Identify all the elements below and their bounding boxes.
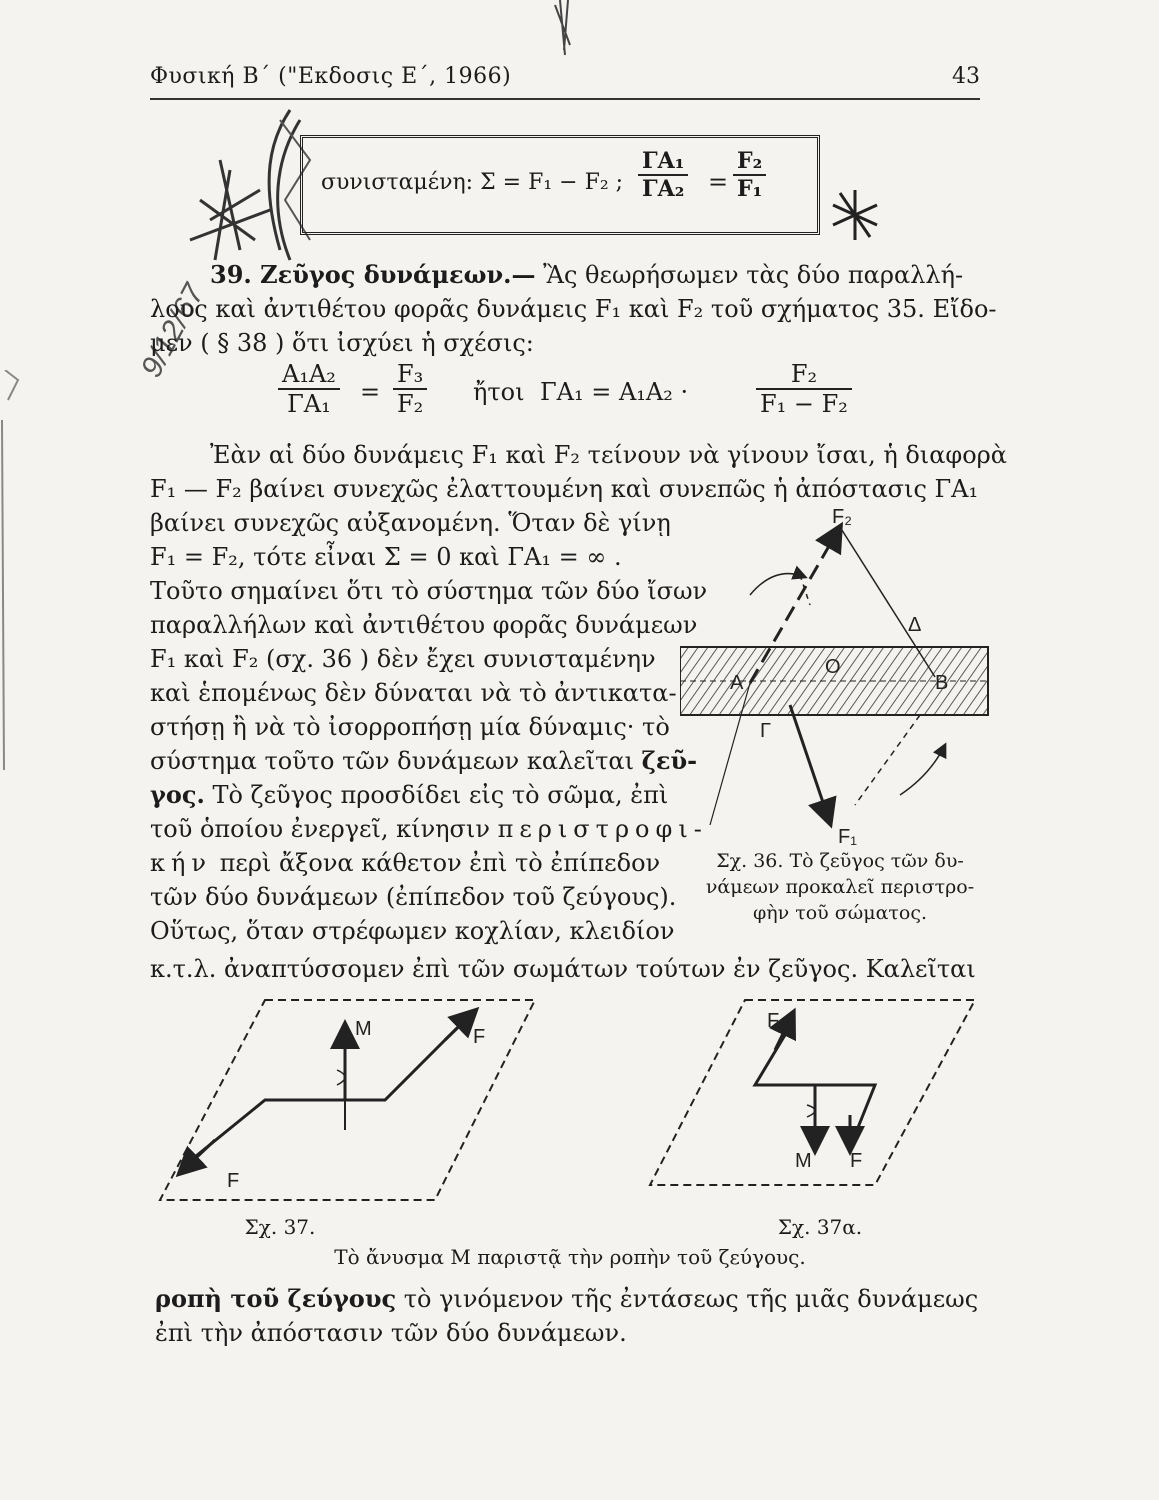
definition-line-2: ἐπὶ τὴν ἀπόστασιν τῶν δύο δυνάμεων. xyxy=(155,1319,627,1347)
label-o: O xyxy=(825,656,841,678)
figure-37a-caption: Σχ. 37α. xyxy=(777,1215,863,1239)
force-f-bottom xyxy=(180,1140,215,1173)
eq-itoi: ἤτοι xyxy=(473,378,525,406)
svg-text:9/12/67: 9/12/67 xyxy=(134,278,211,383)
fig36-caption-line-1: Σχ. 36. Τὸ ζεῦγος τῶν δυ- xyxy=(716,850,964,872)
label-a: A xyxy=(730,672,744,694)
label-m-a: M xyxy=(795,1150,812,1172)
result-formula-box xyxy=(300,135,820,235)
body-line-12 xyxy=(150,812,708,846)
definition-line-1 xyxy=(155,1282,978,1316)
dashed-direction-2 xyxy=(855,715,920,805)
body-line-10-text: σύστημα τοῦτο τῶν δυνάμεων καλεῖται xyxy=(150,747,634,775)
body-line-16: κ.τ.λ. ἀναπτύσσομεν ἐπὶ τῶν σωμάτων τούτων ἐν ζεῦγος. Καλεῖται xyxy=(150,955,976,983)
figure-37-caption: Σχ. 37. xyxy=(244,1215,316,1239)
term-peristrofi-part2: κήν xyxy=(150,849,212,877)
force-f1-arrow xyxy=(790,705,830,823)
figure-36 xyxy=(680,505,990,850)
result-label: συνισταμένη: Σ = F₁ − F₂ ; xyxy=(321,170,624,195)
label-b: B xyxy=(935,672,949,694)
eq-rhs-prefix: ΓΑ₁ = A₁A₂ · xyxy=(540,378,689,406)
body-line-13-text: περὶ ἄξονα κάθετον ἐπὶ τὸ ἐπίπεδον xyxy=(219,849,661,877)
eq-equals-1: = xyxy=(360,378,381,406)
term-zeugos-part1: ζεῦ- xyxy=(641,746,698,775)
body-line-13 xyxy=(150,846,660,880)
body-line-5: Τοῦτο σημαίνει ὅτι τὸ σύστημα τῶν δύο ἴσων xyxy=(150,577,708,605)
body-line-14: τῶν δύο δυνάμεων (ἐπίπεδον τοῦ ζεύγους). xyxy=(150,883,677,911)
label-f1: F₁ xyxy=(838,826,857,848)
page-header xyxy=(150,64,980,100)
force-f-top xyxy=(445,1011,475,1040)
ratio-forces: $\frac{\text{F₂}}{\text{F₁}}$ xyxy=(733,148,766,202)
eq-left-fraction: $\frac{\text{A₁A₂}}{\text{ΓΑ₁}}$ xyxy=(278,360,340,418)
body-line-6: παραλλήλων καὶ ἀντιθέτου φορᾶς δυνάμεων xyxy=(150,611,698,639)
body-line-3: βαίνει συνεχῶς αὐξανομένη. Ὅταν δὲ γίνῃ xyxy=(150,509,671,537)
label-m: M xyxy=(355,1018,372,1040)
section-title: 39. Ζεῦγος δυνάμεων.— xyxy=(210,260,536,289)
body-line-4: F₁ = F₂, τότε εἶναι Σ = 0 καὶ ΓΑ₁ = ∞ . xyxy=(150,543,622,571)
body-line-8: καὶ ἑπομένως δὲν δύναται νὰ τὸ ἀντικατα- xyxy=(150,679,677,707)
label-d: Δ xyxy=(908,614,922,636)
definition-term: ροπὴ τοῦ ζεύγους xyxy=(155,1284,397,1313)
couple-path xyxy=(185,1020,465,1165)
fig36-caption-line-3: φὴν τοῦ σώματος. xyxy=(752,902,928,924)
body-line-15: Οὕτως, ὅταν στρέφωμεν κοχλίαν, κλειδίον xyxy=(150,917,675,945)
term-zeugos-part2: γος. xyxy=(150,780,205,809)
label-f-bottom-a: F xyxy=(850,1150,863,1172)
label-f-top: F xyxy=(473,1026,486,1048)
body-line-7: F₁ καὶ F₂ (σχ. 36 ) δὲν ἔχει συνισταμένην xyxy=(150,645,656,673)
body-line-11 xyxy=(150,778,668,812)
ratio-gamma-a: $\frac{\text{ΓΑ₁}}{\text{ΓΑ₂}}$ xyxy=(638,148,688,202)
running-title: Φυσική Β΄ ("Εκδοσις Ε΄, 1966) xyxy=(150,64,512,89)
pencil-scribble-top-icon xyxy=(540,0,590,60)
section-line-1 xyxy=(210,258,963,292)
section-line-1-rest: Ἂς θεωρήσωμεν τὰς δύο παραλλή- xyxy=(543,261,964,289)
body-line-9: στήσῃ ἢ νὰ τὸ ἰσορροπήσῃ μία δύναμις· τὸ xyxy=(150,713,670,741)
label-f2: F₂ xyxy=(832,506,852,528)
page-number: 43 xyxy=(952,64,980,89)
figure-36-caption xyxy=(690,848,990,926)
ratio-equals: = xyxy=(708,168,729,196)
equation-row xyxy=(278,360,878,430)
rotation-arc-left xyxy=(750,574,805,595)
figure-37 xyxy=(155,995,555,1205)
section-line-3: μεν ( § 38 ) ὅτι ἰσχύει ἡ σχέσις: xyxy=(150,329,534,357)
body-line-12-text: τοῦ ὁποίου ἐνεργεῖ, κίνησιν xyxy=(150,815,490,843)
body-line-11-text: Τὸ ζεῦγος προσδίδει εἰς τὸ σῶμα, ἐπὶ xyxy=(212,781,669,809)
term-peristrofi-part1: περιστροφι- xyxy=(497,815,708,843)
definition-rest: τὸ γινόμενον τῆς ἐντάσεως τῆς μιᾶς δυνάμεως xyxy=(403,1285,979,1313)
margin-bracket-icon xyxy=(0,370,30,770)
label-f-top-a: F xyxy=(767,1010,780,1032)
rotation-arc-right xyxy=(900,745,945,795)
asterisk-mark-icon xyxy=(825,185,885,245)
eq-mid-fraction: $\frac{\text{F₃}}{\text{F₂}}$ xyxy=(393,360,427,418)
figure-37a xyxy=(645,995,990,1190)
figures-37-shared-caption: Τὸ ἄνυσμα Μ παριστᾷ τὴν ροπὴν τοῦ ζεύγους. xyxy=(334,1245,806,1269)
body-line-1: Ἐὰν αἱ δύο δυνάμεις F₁ καὶ F₂ τείνουν νὰ γίνουν ἴσαι, ἡ διαφορὰ xyxy=(210,441,1007,469)
fig36-caption-line-2: νάμεων προκαλεῖ περιστρο- xyxy=(705,876,975,898)
section-line-2: λους καὶ ἀντιθέτου φορᾶς δυνάμεις F₁ καὶ F₂ τοῦ σχήματος 35. Εἴδο- xyxy=(150,295,997,323)
label-g: Γ xyxy=(760,720,772,742)
eq-rhs-fraction: $\frac{\text{F₂}}{\text{F₁ − F₂}}$ xyxy=(756,360,852,418)
body-line-10 xyxy=(150,744,697,778)
body-line-2: F₁ — F₂ βαίνει συνεχῶς ἐλαττουμένη καὶ συνεπῶς ἡ ἀπόστασις ΓΑ₁ xyxy=(150,475,979,503)
plane-outline-a xyxy=(650,1000,975,1185)
label-f-bottom: F xyxy=(227,1170,240,1192)
